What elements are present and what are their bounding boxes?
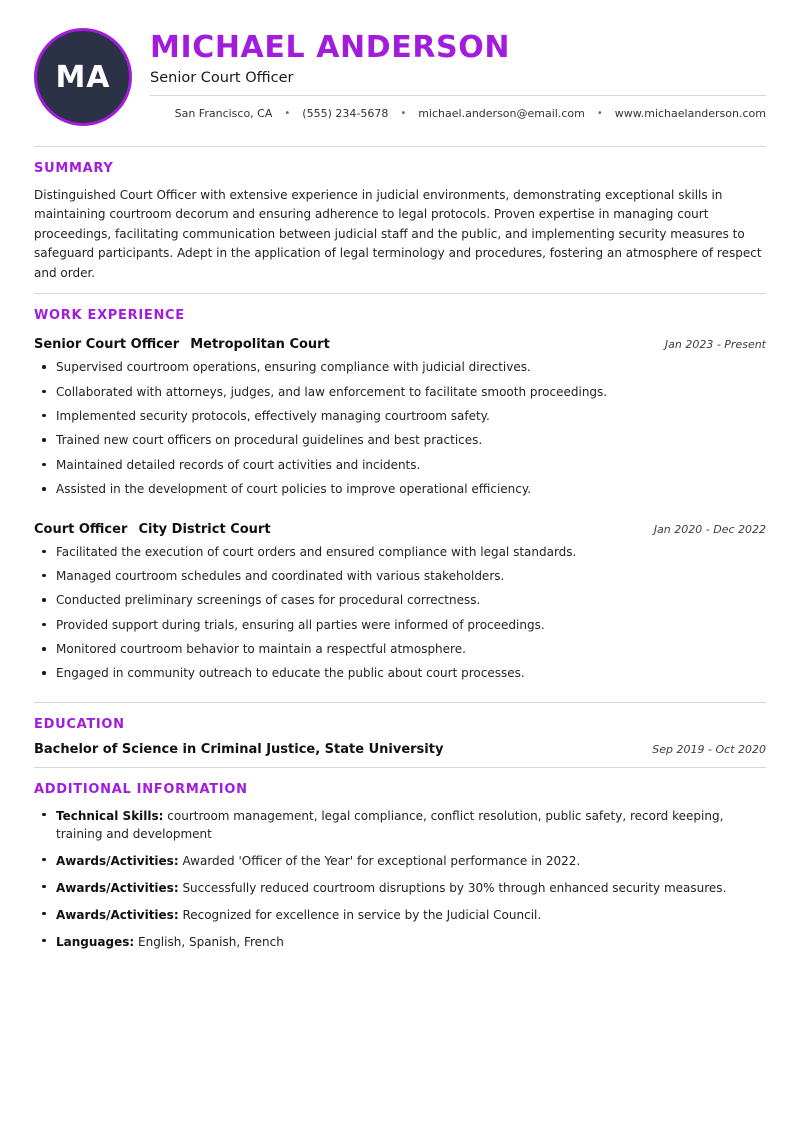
section-summary	[34, 147, 766, 283]
list-item: Provided support during trials, ensuring all parties were informed of proceedings.	[34, 617, 766, 641]
additional-text: Awarded 'Officer of the Year' for exceptional performance in 2022.	[178, 853, 581, 868]
education-dates: Sep 2019 - Oct 2020	[652, 742, 766, 756]
experience-entry	[34, 333, 766, 505]
candidate-job-title: Senior Court Officer	[150, 70, 766, 96]
section-work-experience	[34, 294, 766, 690]
list-item: Conducted preliminary screenings of cases for procedural correctness.	[34, 592, 766, 616]
contact-separator-icon: •	[596, 108, 603, 120]
list-item: Collaborated with attorneys, judges, and law enforcement to facilitate smooth proceedings.	[34, 384, 766, 408]
header-text-block	[150, 26, 766, 120]
additional-text: English, Spanish, French	[134, 934, 284, 949]
contact-separator-icon: •	[284, 108, 291, 120]
list-item	[34, 852, 766, 879]
contact-email[interactable]: michael.anderson@email.com	[418, 107, 585, 121]
education-degree: Bachelor of Science in Criminal Justice, State University	[34, 741, 444, 757]
experience-bullet-list	[34, 544, 766, 690]
list-item	[34, 807, 766, 852]
section-education	[34, 703, 766, 757]
list-item: Engaged in community outreach to educate the public about court processes.	[34, 665, 766, 689]
resume-header	[34, 26, 766, 136]
experience-company: City District Court	[138, 521, 271, 537]
section-title-education: EDUCATION	[34, 716, 125, 732]
additional-text: Recognized for excellence in service by the Judicial Council.	[178, 907, 542, 922]
additional-label: Awards/Activities:	[56, 907, 179, 922]
additional-list	[34, 807, 766, 960]
additional-label: Awards/Activities:	[56, 880, 179, 895]
list-item: Monitored courtroom behavior to maintain a respectful atmosphere.	[34, 641, 766, 665]
list-item	[34, 879, 766, 906]
avatar	[34, 28, 132, 126]
list-item: Managed courtroom schedules and coordinated with various stakeholders.	[34, 568, 766, 592]
experience-entry	[34, 518, 766, 690]
experience-job-title: Senior Court Officer	[34, 337, 180, 353]
education-entry	[34, 742, 766, 757]
list-item: Supervised courtroom operations, ensuring compliance with judicial directives.	[34, 359, 766, 383]
list-item: Facilitated the execution of court orders and ensured compliance with legal standards.	[34, 544, 766, 568]
additional-text: Successfully reduced courtroom disruptions by 30% through enhanced security measures.	[178, 880, 727, 895]
additional-label: Technical Skills:	[56, 808, 164, 823]
list-item	[34, 906, 766, 933]
section-title-additional: ADDITIONAL INFORMATION	[34, 781, 248, 797]
additional-label: Languages:	[56, 934, 135, 949]
contact-website[interactable]: www.michaelanderson.com	[614, 107, 766, 121]
section-title-summary: SUMMARY	[34, 161, 114, 176]
avatar-initials: MA	[55, 59, 111, 95]
experience-dates: Jan 2023 - Present	[664, 338, 766, 352]
section-additional-information	[34, 768, 766, 960]
experience-title-line	[34, 333, 330, 352]
experience-bullet-list	[34, 359, 766, 505]
experience-entry-header	[34, 333, 766, 352]
experience-job-title: Court Officer	[34, 521, 128, 537]
section-title-experience: WORK EXPERIENCE	[34, 308, 185, 324]
experience-company: Metropolitan Court	[190, 337, 330, 353]
list-item: Implemented security protocols, effectively managing courtroom safety.	[34, 408, 766, 432]
experience-dates: Jan 2020 - Dec 2022	[653, 522, 766, 536]
list-item: Maintained detailed records of court activities and incidents.	[34, 457, 766, 481]
contact-bar	[150, 98, 766, 120]
additional-text: courtroom management, legal compliance, conflict resolution, public safety, record keeping, training and development	[56, 808, 724, 841]
additional-label: Awards/Activities:	[56, 853, 179, 868]
contact-phone[interactable]: (555) 234-5678	[302, 107, 389, 121]
summary-text: Distinguished Court Officer with extensive experience in judicial environments, demonstrating exceptional skills in maintaining courtroom decorum and ensuring adherence to legal protocols. Proven expertise in managing court proceedings, facilitating communication between judicial staff and the public, and implementing security measures to safeguard participants. Adept in the application of legal terminology and procedures, fostering an atmosphere of respect and order.	[34, 188, 762, 280]
candidate-name: MICHAEL ANDERSON	[150, 30, 511, 65]
list-item: Trained new court officers on procedural guidelines and best practices.	[34, 432, 766, 456]
list-item: Assisted in the development of court policies to improve operational efficiency.	[34, 481, 766, 505]
experience-title-line	[34, 518, 271, 537]
contact-location: San Francisco, CA	[174, 107, 273, 121]
contact-separator-icon: •	[400, 108, 407, 120]
list-item	[34, 933, 766, 960]
experience-entry-header	[34, 518, 766, 537]
